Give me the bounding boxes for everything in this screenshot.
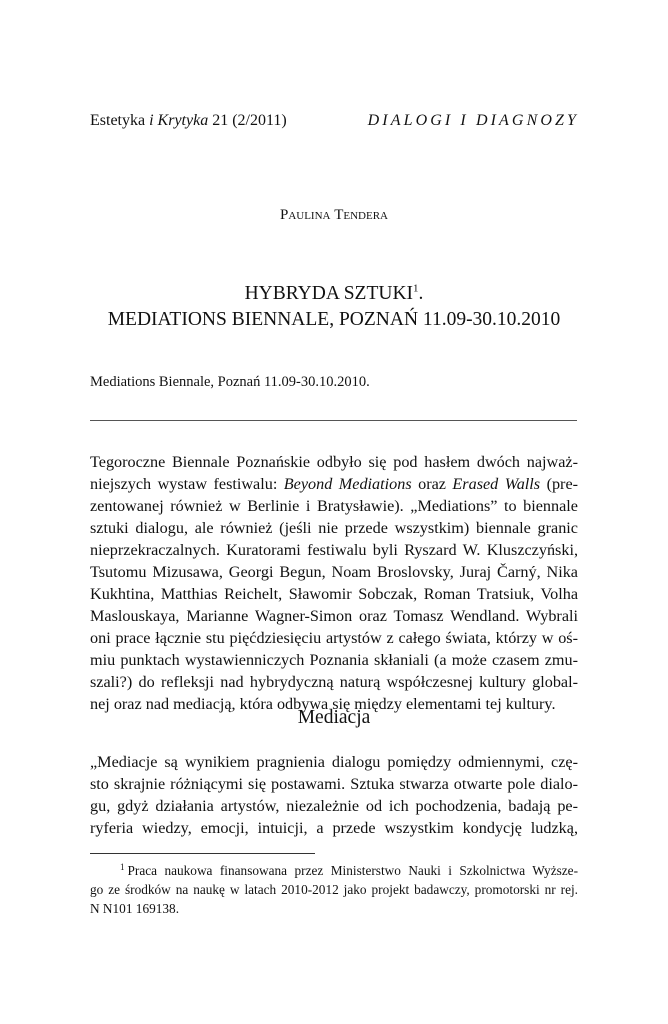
footnote-text: Praca naukowa finansowana przez Ministerstwo Nauki i Szkolnictwa Wyższe-: [127, 863, 578, 878]
text-line: Kukhtina, Matthias Reichelt, Sławomir Sobczak, Roman Tratsiuk, Volha: [90, 585, 578, 603]
exhibition-title-beyond-mediations: Beyond Mediations: [283, 475, 412, 493]
footnote-mark: 1: [120, 861, 125, 872]
footnote-separator: [90, 853, 315, 854]
text-line: Tsutomu Mizusawa, Georgi Begun, Noam Broslovsky, Juraj Čarný, Nika: [90, 563, 578, 581]
horizontal-rule: [90, 420, 577, 421]
footnote: [90, 861, 578, 918]
text-line: szali?) do refleksji nad hybrydyczną naturą współczesnej kultury global-: [90, 673, 578, 691]
author-first-name: Paulina: [279, 207, 331, 223]
text-line: sto skrajnie różniącymi się postawami. Sztuka stwarza otwarte pole dialo-: [90, 775, 578, 793]
journal-issue: 21 (2/2011): [208, 112, 287, 129]
journal-name-part1: Estetyka: [90, 112, 150, 129]
text-line: gu, gdyż działania artystów, niezależnie od ich pochodzenia, badają pe-: [90, 797, 578, 815]
title-line-1-period: .: [418, 283, 424, 304]
journal-citation: [90, 112, 287, 130]
running-header: [90, 112, 579, 134]
footnote-line: go ze środków na naukę w latach 2010-2012 jako projekt badawczy, promotorski nr rej.: [90, 882, 578, 897]
text-line: Maslouskaya, Marianne Wagner-Simon oraz Tomasz Wendland. Wybrali: [90, 607, 578, 625]
text-line: [90, 473, 578, 495]
journal-name-italic: i Krytyka: [149, 112, 209, 129]
paragraph-mediacja: [90, 751, 578, 839]
text-line: „Mediacje są wynikiem pragnienia dialogu pomiędzy odmiennymi, czę-: [90, 753, 578, 771]
paragraph-intro: [90, 451, 578, 715]
text-line: nej oraz nad mediacją, która odbywa się między elementami tej kultury.: [90, 695, 556, 713]
exhibition-title-erased-walls: Erased Walls: [452, 475, 541, 493]
text-line: Tegoroczne Biennale Poznańskie odbyło się pod hasłem dwóch najważ-: [90, 453, 578, 471]
footnote-line: N N101 169138.: [90, 901, 180, 916]
author-name: [0, 207, 668, 224]
text-span: niejszych wystaw festiwalu:: [90, 475, 284, 493]
section-name: DIALOGI I DIAGNOZY: [367, 112, 579, 129]
text-line: ryferia wiedzy, emocji, intuicji, a przede wszystkim kondycję ludzką,: [90, 819, 578, 837]
text-span: oraz: [411, 475, 453, 493]
footnote-line: [90, 861, 578, 880]
text-line: zentowanej również w Berlinie i Bratysławie). „Mediations” to biennale: [90, 497, 578, 515]
reviewed-event: Mediations Biennale, Poznań 11.09-30.10.2010.: [90, 374, 370, 390]
title-footnote-mark[interactable]: 1: [413, 282, 419, 295]
text-span: (pre-: [540, 475, 578, 493]
author-last-name: Tendera: [334, 207, 389, 223]
text-line: sztuki dialogu, ale również (jeśli nie przede wszystkim) biennale granic: [90, 519, 578, 537]
text-line: nieprzekraczalnych. Kuratorami festiwalu byli Ryszard W. Kluszczyński,: [90, 541, 578, 559]
article-title: [60, 281, 608, 333]
title-line-1: HYBRYDA SZTUKI: [244, 283, 414, 304]
text-line: oni prace łącznie stu pięćdziesięciu artystów z całego świata, którzy w oś-: [90, 629, 578, 647]
section-heading: Mediacja: [297, 707, 371, 728]
text-line: miu punktach wystawienniczych Poznania skłaniali (a może czasem zmu-: [90, 651, 578, 669]
title-line-2: MEDIATIONS BIENNALE, POZNAŃ 11.09-30.10.2010: [107, 309, 561, 330]
